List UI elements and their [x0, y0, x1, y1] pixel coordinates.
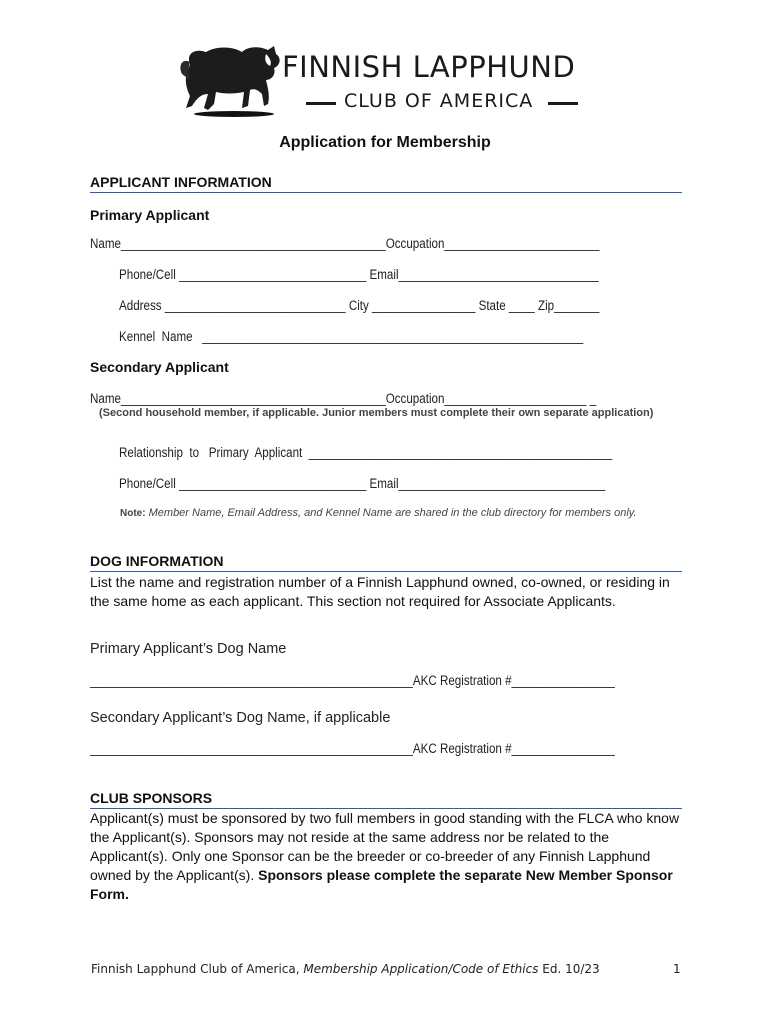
dog-section-rule	[90, 571, 682, 572]
dog-section-heading: DOG INFORMATION	[90, 553, 224, 569]
primary-applicant-heading: Primary Applicant	[90, 207, 210, 223]
brand-title: FINNISH LAPPHUND	[282, 50, 576, 84]
relationship-field[interactable]: Relationship to Primary Applicant _______________________________________________	[119, 445, 613, 460]
secondary-dog-label: Secondary Applicant’s Dog Name, if applicable	[90, 710, 391, 726]
applicant-section-heading: APPLICANT INFORMATION	[90, 174, 272, 190]
primary-address-field[interactable]: Address ____________________________ City ________________ State ____ Zip_______	[119, 298, 600, 313]
club-logo	[176, 44, 606, 124]
sponsors-instruction: Sponsors please complete the separate New Member Sponsor Form.	[90, 867, 673, 902]
footer-edition: Ed. 10/23	[538, 962, 600, 976]
page-footer	[91, 962, 600, 976]
page-title: Application for Membership	[279, 134, 491, 151]
dog-description: List the name and registration number of a Finnish Lapphund owned, co-owned, or residing in the same home as each applicant. This section not required for Associate Applicants.	[90, 574, 670, 609]
primary-kennel-name-field[interactable]: Kennel Name ___________________________________________________________	[119, 329, 584, 344]
sponsors-text: Applicant(s) must be sponsored by two full members in good standing with the FLCA who know the Applicant(s). Sponsors may not reside at the same address nor be related to the Applicant(s). Only one Sponsor can be the breeder or co-breeder of any Finnish Lapphund owned by the Applicant(s).	[90, 810, 680, 883]
primary-dog-label: Primary Applicant’s Dog Name	[90, 641, 287, 657]
secondary-applicant-heading: Secondary Applicant	[90, 359, 229, 375]
sponsors-section-heading: CLUB SPONSORS	[90, 790, 213, 806]
secondary-dog-registration-field[interactable]: __________________________________________________AKC Registration #________________	[90, 741, 615, 756]
directory-note	[120, 507, 637, 519]
secondary-household-note: (Second household member, if applicable. Junior members must complete their own separate application)	[99, 407, 654, 419]
primary-dog-registration-field[interactable]: __________________________________________________AKC Registration #________________	[90, 673, 615, 688]
secondary-phone-email-field[interactable]: Phone/Cell _____________________________ Email________________________________	[119, 476, 606, 491]
sponsors-description	[90, 809, 685, 904]
secondary-name-occupation-field[interactable]: Name_________________________________________Occupation______________________ _	[90, 391, 597, 406]
brand-dash-right	[548, 102, 578, 105]
lapphund-dog-silhouette-icon	[176, 44, 286, 120]
footer-org: Finnish Lapphund Club of America,	[91, 962, 304, 976]
brand-subtitle: CLUB OF AMERICA	[344, 90, 534, 112]
note-text: Member Name, Email Address, and Kennel Name are shared in the club directory for members only.	[145, 507, 637, 519]
page-number: 1	[673, 962, 681, 976]
applicant-section-rule	[90, 192, 682, 193]
footer-doc-title: Membership Application/Code of Ethics	[303, 962, 539, 976]
note-label: Note:	[120, 508, 146, 519]
primary-phone-email-field[interactable]: Phone/Cell _____________________________ Email_______________________________	[119, 267, 599, 282]
primary-name-occupation-field[interactable]: Name_________________________________________Occupation________________________	[90, 236, 600, 251]
brand-dash-left	[306, 102, 336, 105]
